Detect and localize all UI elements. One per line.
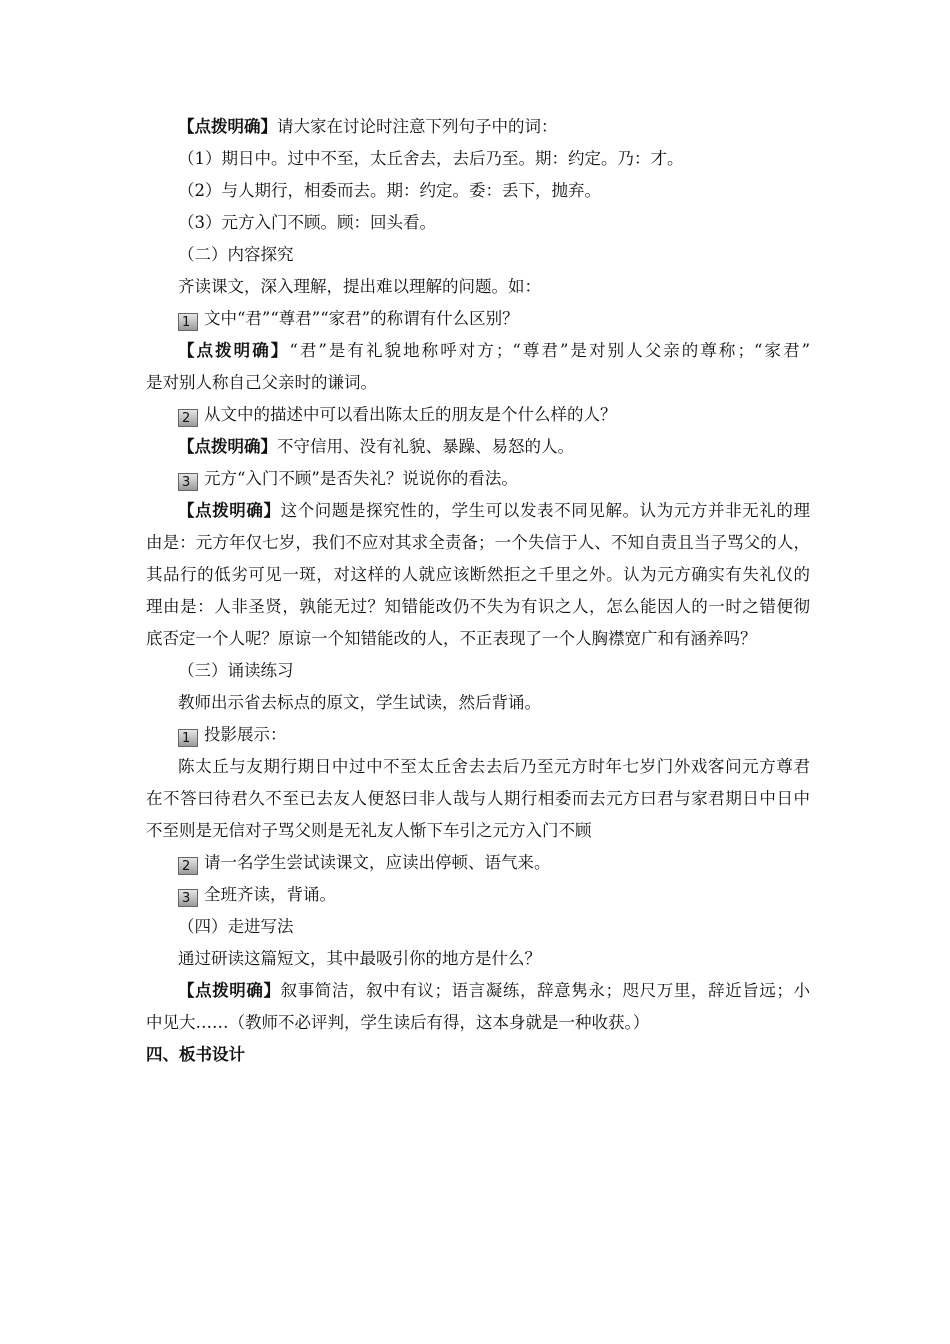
step-text: 请一名学生尝试读课文，应读出停顿、语气来。: [204, 853, 551, 872]
original-text-line-1: 陈太丘与友期行期日中过中不至太丘舍去去后乃至元方时年七岁门外戏客问元方尊君: [178, 757, 810, 776]
step-3: [178, 884, 810, 907]
answer-3-line-3: 其品行的低劣可见一斑，对这样的人就应该断然拒之千里之外。认为元方确实有失礼仪的: [146, 565, 810, 584]
writing-question: 通过研读这篇短文，其中最吸引你的地方是什么？: [178, 949, 541, 968]
answer-1-cont: 是对别人称自己父亲时的谦词。: [146, 373, 377, 392]
number-badge: 3: [178, 473, 198, 491]
question-text: 元方“入门不顾”是否失礼？说说你的看法。: [204, 469, 518, 488]
step-2: [178, 852, 810, 875]
number-badge: 1: [178, 729, 198, 747]
answer-text: 这个问题是探究性的，学生可以发表不同见解。认为元方并非无礼的理: [280, 501, 811, 520]
section-heading-writing: （四）走进写法: [178, 917, 294, 936]
step-text: 全班齐读，背诵。: [204, 885, 336, 904]
answer-3: [178, 500, 810, 522]
step-1: [178, 724, 810, 747]
answer-4: [178, 980, 810, 1002]
number-badge: 2: [178, 857, 198, 875]
question-text: 文中“君”“尊君”“家君”的称谓有什么区别？: [204, 309, 519, 328]
hint-label: 【点拨明确】: [178, 117, 277, 136]
word-note-1: （1）期日中。过中不至，太丘舍去，去后乃至。期：约定。乃：才。: [178, 149, 684, 168]
recite-intro: 教师出示省去标点的原文，学生试读，然后背诵。: [178, 693, 541, 712]
original-text-line-2: 在不答曰待君久不至已去友人便怒曰非人哉与人期行相委而去元方曰君与家君期日中日中: [146, 789, 810, 808]
word-note-2: （2）与人期行，相委而去。期：约定。委：丢下，抛弃。: [178, 181, 601, 200]
section-heading-content: （二）内容探究: [178, 245, 294, 264]
hint-text: 请大家在讨论时注意下列句子中的词：: [277, 117, 558, 136]
question-2: [178, 404, 810, 427]
hint-label: 【点拨明确】: [178, 341, 290, 360]
section-intro: 齐读课文，深入理解，提出难以理解的问题。如：: [178, 277, 541, 296]
answer-text: 叙事简洁，叙中有议；语言凝练，辞意隽永；咫尺万里，辞近旨远；小: [280, 981, 811, 1000]
step-text: 投影展示：: [204, 725, 287, 744]
question-3: [178, 468, 810, 491]
word-note-3: （3）元方入门不顾。顾：回头看。: [178, 213, 436, 232]
answer-3-line-5: 底否定一个人呢？原谅一个知错能改的人，不正表现了一个人胸襟宽广和有涵养吗？: [146, 629, 757, 648]
hint-paragraph: [178, 116, 810, 138]
hint-label: 【点拨明确】: [178, 981, 281, 1000]
hint-label: 【点拨明确】: [178, 437, 277, 456]
answer-text: 不守信用、没有礼貌、暴躁、易怒的人。: [277, 437, 574, 456]
original-text-line-3: 不至则是无信对子骂父则是无礼友人惭下车引之元方入门不顾: [146, 821, 592, 840]
answer-3-line-4: 理由是：人非圣贤，孰能无过？知错能改仍不失为有识之人，怎么能因人的一时之错便彻: [146, 597, 810, 616]
question-1: [178, 308, 810, 331]
answer-3-line-2: 由是：元方年仅七岁，我们不应对其求全责备；一个失信于人、不知自责且当子骂父的人，: [146, 533, 810, 552]
number-badge: 1: [178, 313, 198, 331]
number-badge: 3: [178, 889, 198, 907]
answer-2: [178, 436, 810, 458]
answer-1: [178, 340, 810, 362]
question-text: 从文中的描述中可以看出陈太丘的朋友是个什么样的人？: [204, 405, 617, 424]
answer-text: “君”是有礼貌地称呼对方；“尊君”是对别人父亲的尊称；“家君”: [289, 341, 810, 360]
section-heading-recite: （三）诵读练习: [178, 661, 294, 680]
answer-4-cont: 中见大……（教师不必评判，学生读后有得，这本身就是一种收获。）: [146, 1013, 650, 1032]
number-badge: 2: [178, 409, 198, 427]
hint-label: 【点拨明确】: [178, 501, 281, 520]
heading-board-design: 四、板书设计: [146, 1045, 245, 1064]
